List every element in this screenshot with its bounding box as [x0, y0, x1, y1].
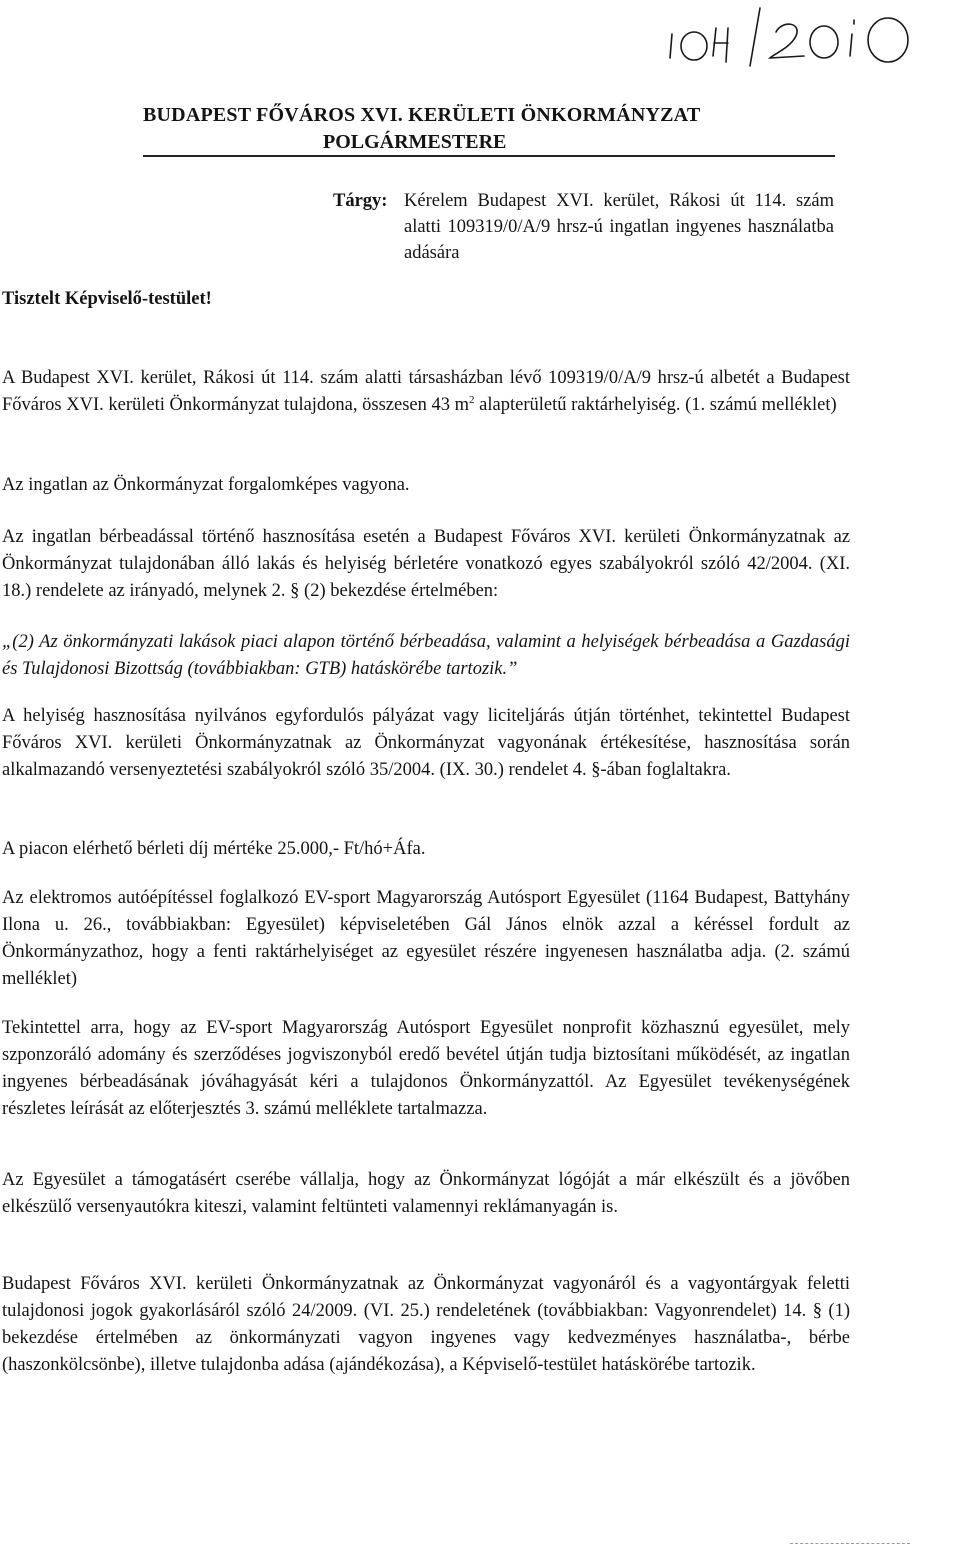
paragraph-property-description [2, 365, 850, 419]
paragraph-market-rent [2, 836, 850, 863]
handwritten-ink-icon [664, 6, 924, 68]
salutation: Tisztelt Képviselő-testület! [2, 289, 212, 309]
paragraph-nonprofit-justification [2, 1015, 850, 1123]
letterhead-institution: BUDAPEST FŐVÁROS XVI. KERÜLETI ÖNKORMÁNYZAT [143, 104, 701, 126]
paragraph-text: Tekintettel arra, hogy az EV-sport Magyarország Autósport Egyesület nonprofit közhasznú egyesület, mely szponzoráló adomány és szerződéses jogviszonyból eredő bevétel útján tudja biztosítani működését, az ingatlan ingyenes bérbeadásának jóváhagyását kéri a tulajdonos Önkormányzattól. Az Egyesület tevékenységének részletes leírását az előterjesztés 3. számú melléklete tartalmazza. [2, 1018, 850, 1119]
paragraph-text: Az elektromos autóépítéssel foglalkozó EV-sport Magyarország Autósport Egyesület (1164 Budapest, Battyhány Ilona u. 26., továbbiakban: Egyesület) képviseletében Gál János elnök azzal a kéréssel fordult az Önkormányzathoz, hogy a fenti raktárhelyiséget az egyesület részére ingyenesen használatba adja. (2. számú melléklet) [2, 888, 850, 989]
subject-label: Tárgy: [333, 191, 388, 211]
paragraph-text: A piacon elérhető bérleti díj mértéke 25.000,- Ft/hó+Áfa. [2, 839, 426, 859]
paragraph-tender-procedure [2, 703, 850, 784]
letterhead-divider [143, 155, 835, 157]
paragraph-asset-decree [2, 1271, 850, 1379]
page-bottom-mark [790, 1543, 910, 1545]
subject-text: Kérelem Budapest XVI. kerület, Rákosi út 114. szám alatti 109319/0/A/9 hrsz-ú ingatlan ingyenes használatba adására [404, 191, 834, 263]
paragraph-rental-regulation [2, 524, 850, 605]
paragraph-text: alapterületű raktárhelyiség. (1. számú melléklet) [474, 395, 837, 415]
quote-text: „(2) Az önkormányzati lakások piaci alapon történő bérbeadása, valamint a helyiségek bérbeadása a Gazdasági és Tulajdonosi Bizottság (továbbiakban: GTB) hatáskörébe tartozik.” [2, 632, 850, 679]
paragraph-sponsorship-offer [2, 1167, 850, 1221]
paragraph-text: A helyiség hasznosítása nyilvános egyfordulós pályázat vagy liciteljárás útján történhet, tekintettel Budapest Főváros XVI. kerületi Önkormányzatnak az Önkormányzat vagyonának értékesítése, hasznosítása során alkalmazandó versenyeztetési szabályokról szóló 35/2004. (IX. 30.) rendelet 4. §-ában foglaltakra. [2, 706, 850, 780]
paragraph-text: Az ingatlan az Önkormányzat forgalomképes vagyona. [2, 475, 410, 495]
letterhead-office: POLGÁRMESTERE [323, 131, 507, 153]
superscript: 2 [469, 394, 475, 406]
paragraph-asset-status [2, 472, 850, 499]
paragraph-association-request [2, 885, 850, 993]
paragraph-regulation-quote [2, 629, 850, 683]
paragraph-text: A Budapest XVI. kerület, Rákosi út 114. szám alatti társasházban lévő 109319/0/A/9 hrsz-ú albetét a Budapest Főváros XVI. kerületi Önkormányzat tulajdona, összesen 43 m [2, 368, 850, 415]
paragraph-text: Az ingatlan bérbeadással történő hasznosítása esetén a Budapest Főváros XVI. kerületi Önkormányzatnak az Önkormányzat tulajdonában álló lakás és helyiség bérletére vonatkozó egyes szabályokról szóló 42/2004. (XI. 18.) rendelete az irányadó, melynek 2. § (2) bekezdése értelmében: [2, 527, 850, 601]
handwritten-registration-number [664, 6, 924, 68]
paragraph-text: Az Egyesület a támogatásért cserébe vállalja, hogy az Önkormányzat lógóját a már elkészült és a jövőben elkészülő versenyautókra kiteszi, valamint feltünteti valamennyi reklámanyagán is. [2, 1170, 850, 1217]
paragraph-text: Budapest Főváros XVI. kerületi Önkormányzatnak az Önkormányzat vagyonáról és a vagyontárgyak feletti tulajdonosi jogok gyakorlásáról szóló 24/2009. (VI. 25.) rendeletének (továbbiakban: Vagyonrendelet) 14. § (1) bekezdése értelmében az önkormányzati vagyon ingyenes vagy kedvezményes használatba-, bérbe (haszonkölcsönbe), illetve tulajdonba adása (ajándékozása), a Képviselő-testület hatáskörébe tartozik. [2, 1274, 850, 1375]
